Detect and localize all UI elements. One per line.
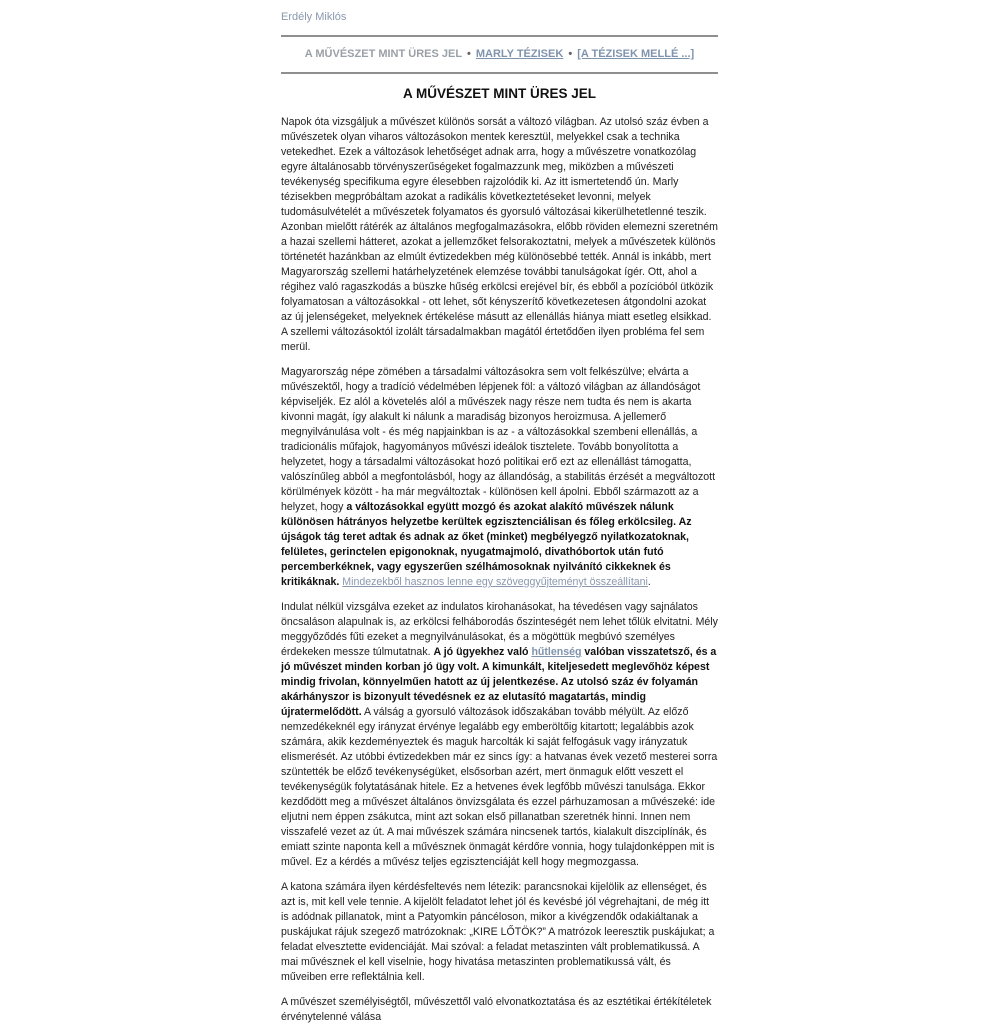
paragraph-2-bold: a változásokkal együtt mozgó és azokat alakító művészek nálunk különösen hátrányos helyzetbe kerültek egzisztenciálisan és főleg erkölcsileg. Az újságok tág teret adtak és adnak az őket (minket) megbélyegző nyilatkozatoknak, felületes, gerinctelen epigonoknak, nyugatmajmoló, divathóbortok után futó percemberkéknek, vagy egyszerűen szélhámosoknak nyilvánító cikkeknek és kritikáknak. — [281, 501, 692, 588]
hutlenseg-link[interactable]: hűtlenség — [531, 646, 582, 658]
breadcrumb-nav — [281, 37, 718, 72]
paragraph-2: Magyarország népe zömében a társadalmi változásokra sem volt felkészülve; elvárta a művészektől, hogy a tradíció védelmében lépjenek föl: a változó világban az állandóságot képviseljék. Ez alól a követelés alól a művészek nagy része nem tudta és nem is akarta kivonni magát, így alakult ki nálunk a maradiság bizonyos heroizmusa. A jellemerő megnyilvánulása volt - és még napjainkban is az - a változásokkal szembeni ellenállás, a tradicionális műfajok, hagyományos művészi ideálok tisztelete. Tovább bonyolította a helyzetet, hogy a társadalmi változásokat hozó politikai erő ezt az ellenállást támogatta, valószínűleg abból a megfontolásból, hogy az állandóság, a stabilitás érzését a megváltozott körülmények között - ha már megváltoztak - különösen kell ápolni. Ebből származott az a helyzet, hogy a változásokkal együtt mozgó és azokat alakító művészek nálunk különösen hátrányos helyzetbe kerültek egzisztenciálisan és főleg erkölcsileg. Az újságok tág teret adtak és adnak az őket (minket) megbélyegző nyilatkozatoknak, felületes, gerinctelen epigonoknak, nyugatmajmoló, divathóbortok után futó percemberkéknek, vagy egyszerűen szélhámosoknak nyilvánító cikkeknek és kritikáknak. Mindezekből hasznos lenne egy szöveggyűjteményt összeállítani. — [281, 366, 716, 588]
paragraph-3-bold-a: A jó ügyekhez való — [433, 646, 532, 658]
paragraph-3-text-a: Indulat nélkül vizsgálva ezeket az indulatos kirohanásokat, ha tévedésen vagy sajnálatos öncsaláson alapulnak is, az erkölcsi felháborodás őszinteségét nem lehet tőlük elvitatni. Mély meggyőződés fűti ezeket a megnyilvánulásokat, és a mögöttük megbúvó személyes érdekeken messze túlmutatnak. — [281, 601, 718, 658]
paragraph-4-text: A katona számára ilyen kérdésfeltevés nem létezik: parancsnokai kijelölik az ellenséget, és azt is, mit kell vele tennie. A kijelölt feladatot lehet jól és kevésbé jól végrehajtani, de még itt is adódnak pillanatok, mint a Patyomkin páncéloson, mikor a kivégzendők odakiáltanak a puskájukat rájuk szegező matrózoknak: „KIRE LŐTÖK?” A matrózok leeresztik puskájukat; a feladat elvesztette evidenciáját. Mai szóval: a feladat metaszinten vált problematikussá. A mai művésznek el kell viselnie, hogy hivatása metaszinten problematikussá vált, és műveiben erre reflektálnia kell. — [281, 881, 715, 983]
author-link[interactable]: Erdély Miklós — [281, 11, 347, 23]
page — [281, 0, 718, 1025]
nav-separator: • — [568, 48, 573, 60]
paragraph-5 — [281, 995, 718, 1025]
nav-link-a-tezisek-melle[interactable]: [A TÉZISEK MELLÉ ...] — [577, 48, 695, 60]
paragraph-3 — [281, 600, 718, 870]
paragraph-2-text: Magyarország népe zömében a társadalmi változásokra sem volt felkészülve; elvárta a művészektől, hogy a tradíció védelmében lépjenek föl: a változó világban az állandóságot képviseljék. Ez alól a követelés alól a művészek nagy része nem tudta és nem is akarta kivonni magát, így alakult ki nálunk a maradiság bizonyos heroizmusa. A jellemerő megnyilvánulása volt - és még napjainkban is az - a változásokkal szembeni ellenállás, a tradicionális műfajok, hagyományos művészi ideálok tisztelete. Tovább bonyolította a helyzetet, hogy a társadalmi változásokat hozó politikai erő ezt az ellenállást támogatta, valószínűleg abból a megfontolásból, hogy az állandóság, a stabilitás érzését a megváltozott körülmények között - ha már megváltoztak - különösen kell ápolni. Ebből származott az a helyzet, hogy — [281, 366, 716, 513]
text-collection-link[interactable]: Mindezekből hasznos lenne egy szöveggyűjteményt összeállítani — [342, 576, 648, 588]
nav-item-current: A MŰVÉSZET MINT ÜRES JEL — [304, 48, 462, 60]
paragraph-3-bold-b: valóban visszatetsző, és a jó művészet minden korban jó ügy volt. A kimunkált, kiteljesedett meglevőhöz képest mindig frivolan, könnyelműen hatott az új jelentkezése. Az utolsó száz év folyamán akárhányszor is bizonyult tévedésnek ez az elutasító magatartás, mindig újratermelődött. — [281, 646, 717, 718]
paragraph-4 — [281, 880, 718, 985]
nav-link-marly-tezisek[interactable]: MARLY TÉZISEK — [475, 48, 564, 60]
paragraph-5-text: A művészet személyiségtől, művészettől való elvonatkoztatása és az esztétikai értékítéletek érvénytelenné válása — [281, 996, 712, 1023]
bottom-divider — [281, 72, 718, 74]
article-title: A MŰVÉSZET MINT ÜRES JEL — [402, 86, 596, 101]
nav-separator: • — [466, 48, 471, 60]
paragraph-1-text: Napok óta vizsgáljuk a művészet különös sorsát a változó világban. Az utolsó száz évben a művészetek olyan viharos változásokon mentek keresztül, melyekkel csak a technika vetekedhet. Ezek a változások lehetőséget adnak arra, hogy a művészetre vonatkozólag egyre általánosabb törvényszerűségeket fogalmazzunk meg, miközben a művészeti tevékenység specifikuma egyre élesebben rajzolódik ki. Az itt ismertetendő ún. Marly tézisekben megpróbáltam azokat a radikális következtetéseket levonni, melyek tudomásulvételét a művészetek folyamatos és gyorsuló változásai kikerülhetetlenné teszik. Azonban mielőtt rátérék az általános megfogalmazásokra, előbb röviden elemezni szeretném a hazai szellemi hátteret, azokat a jellemzőket felsorakoztatni, melyek a művészetek különös történetét hazánkban az elmúlt évtizedekben még különösebbé tették. Annál is inkább, mert Magyarország szellemi határhelyzetének elemzése további tanulságokat ígér. Ott, ahol a régihez való ragaszkodás a büszke hűség erkölcsi erejével bír, és ebből a pozícióból ütközik folyamatosan a változásokkal - ott lehet, sőt kényszerítő következetesen átgondolni azokat az új jelenségeket, melyeknek értékelése másutt az ellenállás hiánya miatt esetleg elsikkad. A szellemi változásoktól izolált társadalmakban magától értetődően ilyen probléma fel sem merül. — [281, 116, 718, 353]
paragraph-3-text-b: A válság a gyorsuló változások időszakában tovább mélyült. Az előző nemzedékeknél egy irányzat érvénye legalább egy emberöltőig kitartott; legalábbis azok számára, akik kezdeményeztek és maguk harcolták ki saját felfogásuk vagy irányzatuk elismerését. Az utóbbi évtizedekben már ez sincs így: a hatvanas évek vezető mesterei sorra szüntették be előző tevékenységüket, elsősorban azért, mert önmaguk előtt veszett el tevékenységük folytatásának hitele. Ez a hetvenes évek legfőbb művészi tanulsága. Ekkor kezdődött meg a művészet általános önvizsgálata és ezzel párhuzamosan a művészeké: ide eljutni nem éppen zsákutca, mint azt sokan első pillanatban szeretnék hinni. Innen nem visszafelé vezet az út. A mai művészek számára nincsenek tartós, kialakult diszciplínák, és emiatt szinte naponta kell a művésznek önmagát kérdőre vonnia, hogy tulajdonképpen mit is művel. Ez a kérdés a művész teljes egzisztenciáját kell hogy megmozgassa. — [281, 706, 718, 868]
paragraph-1 — [281, 115, 718, 355]
